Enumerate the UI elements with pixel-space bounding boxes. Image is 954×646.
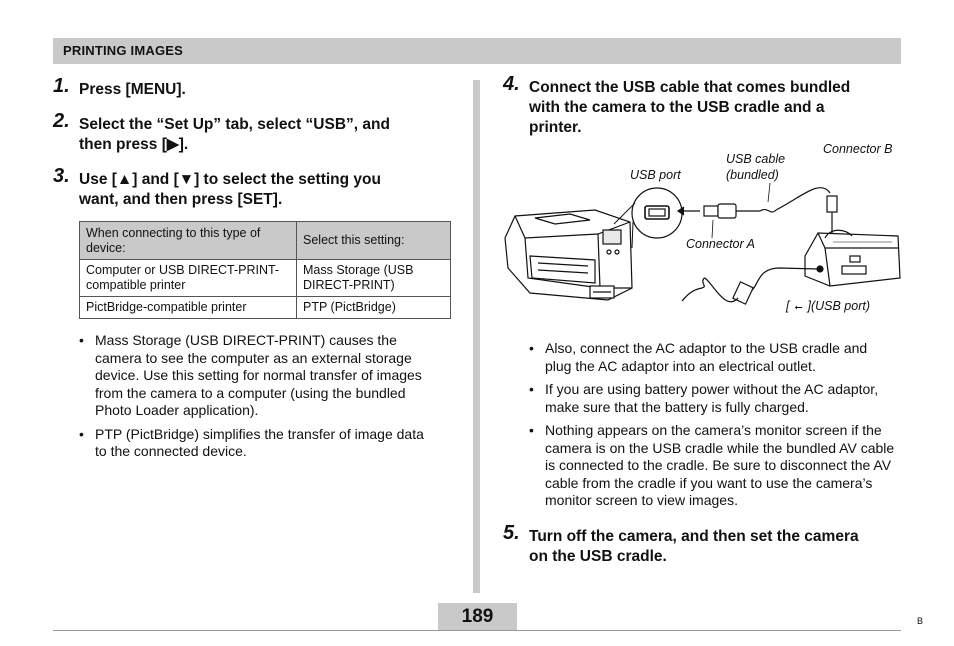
table-row [80,260,451,297]
column-divider [473,80,480,593]
list-item: • Also, connect the AC adaptor to the USB cradle and plug the AC adaptor into an electrical outlet. [529,340,897,375]
section-title: PRINTING IMAGES [63,43,184,58]
usb-cable-label: (bundled) [726,168,779,182]
table-cell: Computer or USB DIRECT-PRINT-compatible printer [80,260,297,297]
step-2 [53,110,390,155]
table-header-cell: Select this setting: [297,222,451,260]
step-text-line: with the camera to the USB cradle and a [529,99,825,116]
step-5 [503,522,859,567]
list-item: • Nothing appears on the camera’s monitor screen if the camera is on the USB cradle while the bundled AV cable is connected to the cradle. Be sure to disconnect the AV cable from the cradle if you want to use the camera’s monitor screen to view images. [529,422,897,510]
step-number: 2. [53,110,70,132]
step-number: 5. [503,522,520,544]
step-text-line: then press [▶]. [79,136,189,153]
footer-mark: B [917,616,924,626]
step-text-line: printer. [529,119,582,136]
table-header-cell: When connecting to this type of device: [80,222,297,260]
step-text-line: Connect the USB cable that comes bundled [529,79,851,96]
usb-setting-table [79,221,451,319]
list-item: • Mass Storage (USB DIRECT-PRINT) causes the camera to see the computer as an external storage device. Use this setting for normal transfer of images from the camera to a computer (using the bundled Photo Loader application). [79,332,439,420]
usb-cradle-icon [805,230,900,286]
step-text-line: Select the “Set Up” tab, select “USB”, and [79,116,390,133]
printer-icon [505,210,632,300]
step-number: 4. [503,73,520,95]
step-text-line: Use [▲] and [▼] to select the setting you [79,171,381,188]
step-text-line: on the USB cradle. [529,548,667,565]
table-cell: PTP (PictBridge) [297,297,451,319]
usb-connection-diagram [500,138,905,318]
step-text-line: want, and then press [SET]. [79,191,283,208]
usb-plug-icon [704,188,830,218]
usb-cable-label: USB cable [726,152,786,166]
connector-a-label: Connector A [686,237,756,251]
page-number-box [438,603,517,631]
cradle-usb-port-label [786,299,870,315]
page-number: 189 [461,606,494,627]
usb-port-text: ](USB port) [807,299,870,313]
step-4 [503,73,851,138]
left-bullet-list [79,332,439,467]
step-text: Press [MENU]. [79,81,186,98]
footer-divider [53,630,901,631]
table-header-row [80,222,451,260]
step-3 [53,165,381,210]
connector-b-label: Connector B [823,142,893,156]
right-bullet-list [529,340,897,516]
bracket-text: [ [786,299,790,313]
usb-symbol-icon: ⭠ [794,302,803,313]
usb-port-label: USB port [630,168,681,182]
section-header [53,38,901,64]
step-number: 3. [53,165,70,187]
list-item: • If you are using battery power without the AC adaptor, make sure that the battery is fully charged. [529,381,897,416]
table-cell: PictBridge-compatible printer [80,297,297,319]
printer-cradle-illustration [500,138,905,318]
step-number: 1. [53,75,70,97]
table-row [80,297,451,319]
step-text-line: Turn off the camera, and then set the camera [529,528,859,545]
list-item: • PTP (PictBridge) simplifies the transfer of image data to the connected device. [79,426,439,461]
step-1 [53,75,186,100]
table-cell: Mass Storage (USB DIRECT-PRINT) [297,260,451,297]
